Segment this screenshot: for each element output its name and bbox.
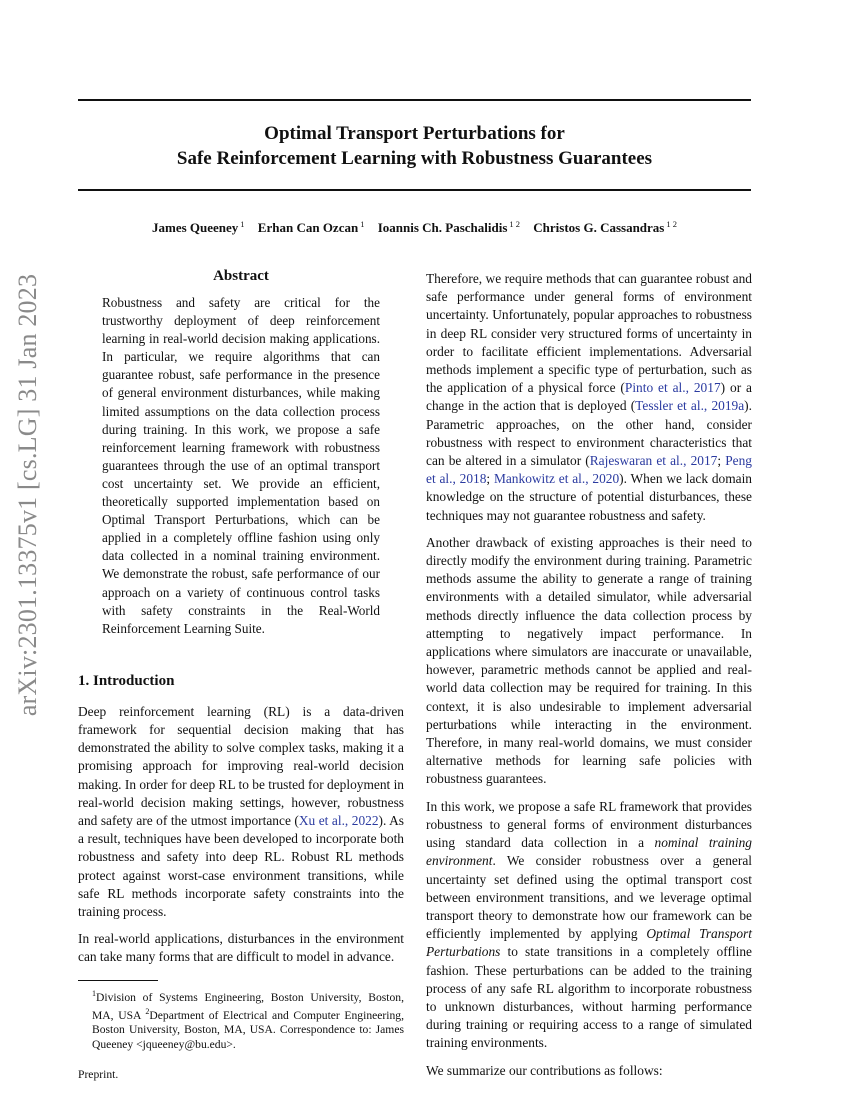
intro-paragraph-2: In real-world applications, disturbances in the environment can take many forms that are difficult to model in advance. xyxy=(78,931,404,965)
author-affiliation: 1 2 xyxy=(509,219,521,229)
abstract-heading: Abstract xyxy=(213,268,269,284)
author-affiliation: 1 2 xyxy=(666,219,677,229)
title-line-2: Safe Reinforcement Learning with Robustness Guarantees xyxy=(176,148,653,169)
intro-paragraph-5: In this work, we propose a safe RL framework that provides robustness to general forms of environment disturbances using standard data collection in a nominal training environment. We consider robustness over a general uncertainty set defined using the optimal transport cost between environment transitions, and we leverage optimal transport theory to demonstrate how our framework can be efficiently implemented by applying Optimal Transport Perturbations to state transitions in a completely offline fashion. These perturbations can be added to the training process of any safe RL algorithm to incorporate robustness to unknown disturbances, without harming performance during training or requiring access to a range of simulated training environments. xyxy=(426,798,752,1051)
footnote-rule xyxy=(78,980,158,981)
section-heading-introduction: 1. Introduction xyxy=(78,672,175,689)
intro-paragraph-6: We summarize our contributions as follows: xyxy=(426,1062,663,1078)
citation-link[interactable]: Xu et al., 2022 xyxy=(298,813,379,828)
author-affiliation: 1 xyxy=(240,219,245,229)
author-list xyxy=(78,219,751,236)
abstract-text: Robustness and safety are critical for the trustworthy deployment of deep reinforcement learning in real-world decision making applications. In particular, we require algorithms that can guarantee robust, safe performance in the presence of general environment disturbances, while making limited assumptions on the data collection process during training. In this work, we propose a safe reinforcement learning framework with robustness guarantees through the use of an optimal transport cost uncertainty set. We provide an efficient, theoretically supported implementation based on Optimal Transport Perturbations, which can be applied in a completely offline fashion using only data collected in a nominal training environment. We demonstrate the robust, safe performance of our approach on a variety of continuous control tasks with safety constraints in the Real-World Reinforcement Learning Suite. xyxy=(102,295,380,636)
preprint-note: Preprint. xyxy=(78,1068,119,1082)
affiliation-footnote: $^1$Division of Systems Engineering, Boston University, Boston, MA, USA $^2$Department of Electrical and Computer Engineering, Boston University, Boston, MA, USA. Correspondence to: James Queeney <jqueeney@bu.edu>. xyxy=(92,988,404,1051)
author: Ioannis Ch. Paschalidis $^{1 2}$ xyxy=(377,219,521,236)
arxiv-stamp: arXiv:2301.13375v1 [cs.LG] 31 Jan 2023 xyxy=(13,273,42,717)
paper-title xyxy=(78,121,751,171)
author-affiliation: 1 xyxy=(360,219,365,229)
title-rule-bottom xyxy=(78,189,751,191)
author: Erhan Can Ozcan $^1$ xyxy=(257,219,365,236)
citation-link[interactable]: Mankowitz et al., 2020 xyxy=(493,471,620,487)
title-line-1: Optimal Transport Perturbations for xyxy=(264,123,565,144)
intro-paragraph-3: Therefore, we require methods that can guarantee robust and safe performance under general forms of environment uncertainty. Unfortunately, popular approaches to robustness in deep RL consider very structured forms of uncertainty in order to facilitate efficient implementations. Adversarial methods implement a specific type of perturbation, such as the application of a physical force (Pinto et al., 2017) or a change in the action that is deployed (Tessler et al., 2019a). Parametric approaches, on the other hand, consider robustness with respect to environment characteristics that can be altered in a simulator (Rajeswaran et al., 2017; Peng et al., 2018; Mankowitz et al., 2020). When we lack domain knowledge on the structure of potential disturbances, these techniques may not guarantee robustness and safety. xyxy=(426,271,753,523)
left-column xyxy=(78,266,404,1082)
right-column xyxy=(426,270,752,1089)
author: James Queeney $^1$ xyxy=(152,219,245,236)
intro-paragraph-4: Another drawback of existing approaches is their need to directly modify the environment during training. Parametric methods assume the ability to generate a range of training environments with a detailed simulator, while adversarial methods directly influence the data collection process by attempting to negatively impact performance. In applications where simulators are inaccurate or unavailable, however, parametric methods cannot be applied and real-world data collection may be required for training. In this context, it is also undesirable to implement adversarial perturbations while interacting in the environment. Therefore, in many real-world domains, we must consider alternative methods for learning safe policies with robustness guarantees. xyxy=(426,534,752,787)
title-rule-top xyxy=(78,99,751,101)
citation-link[interactable]: Pinto et al., 2017 xyxy=(624,380,721,396)
intro-paragraph-1: Deep reinforcement learning (RL) is a data-driven framework for sequential decision making that has demonstrated the ability to solve complex tasks, making it a promising approach for improving real-world decision making. In order for deep RL to be trusted for deployment in real-world decision making settings, however, robustness and safety are of the utmost importance (Xu et al., 2022). As a result, techniques have been developed to incorporate both robustness and safety into deep RL. Robust RL methods protect against worst-case environment transitions, while safe RL methods incorporate safety constraints into the training process. xyxy=(78,703,405,920)
author: Christos G. Cassandras $^{1 2}$ xyxy=(533,219,677,236)
citation-link[interactable]: Tessler et al., 2019a xyxy=(635,398,745,414)
citation-link[interactable]: Peng et al., 2018 xyxy=(426,453,753,487)
citation-link[interactable]: Rajeswaran et al., 2017 xyxy=(589,453,718,469)
